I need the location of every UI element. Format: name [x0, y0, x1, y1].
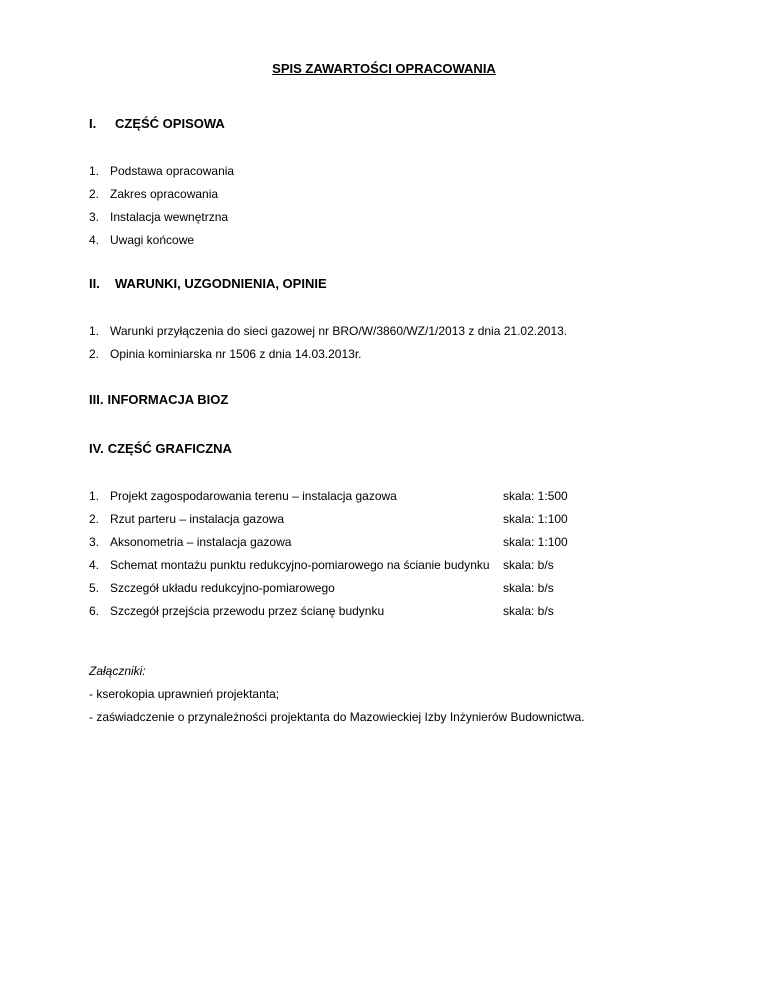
- section-title: WARUNKI, UZGODNIENIA, OPINIE: [115, 276, 327, 291]
- drawing-list-item: 1. Projekt zagospodarowania terenu – instalacja gazowa: [89, 489, 397, 503]
- section-heading-warunki: [89, 276, 327, 291]
- drawing-scale: skala: b/s: [503, 558, 554, 572]
- section-title: CZĘŚĆ OPISOWA: [115, 116, 225, 131]
- drawing-scale: skala: b/s: [503, 604, 554, 618]
- attachment-item: - kserokopia uprawnień projektanta;: [89, 687, 280, 701]
- list-item: 2. Opinia kominiarska nr 1506 z dnia 14.03.2013r.: [89, 347, 362, 361]
- section-number: II.: [89, 276, 100, 291]
- list-item: 3. Instalacja wewnętrzna: [89, 210, 229, 224]
- attachments-label: Załączniki:: [89, 664, 146, 678]
- drawing-list-item: 2. Rzut parteru – instalacja gazowa: [89, 512, 285, 526]
- drawing-list-item: 4. Schemat montażu punktu redukcyjno-pomiarowego na ścianie budynku: [89, 558, 490, 572]
- section-heading-opisowa: [89, 116, 225, 131]
- drawing-scale: skala: 1:100: [503, 512, 568, 526]
- drawing-scale: skala: 1:100: [503, 535, 568, 549]
- section-number: III.: [89, 392, 104, 407]
- section-number: IV.: [89, 441, 104, 456]
- drawing-scale: skala: 1:500: [503, 489, 568, 503]
- drawing-list-item: 3. Aksonometria – instalacja gazowa: [89, 535, 292, 549]
- drawing-list-item: 6. Szczegół przejścia przewodu przez ścianę budynku: [89, 604, 385, 618]
- document-title: SPIS ZAWARTOŚCI OPRACOWANIA: [272, 61, 496, 76]
- drawing-scale: skala: b/s: [503, 581, 554, 595]
- section-title: CZĘŚĆ GRAFICZNA: [107, 441, 232, 456]
- section-number: I.: [89, 116, 97, 131]
- section-heading-bioz: [89, 392, 228, 407]
- section-title: INFORMACJA BIOZ: [107, 392, 229, 407]
- list-item: 2. Zakres opracowania: [89, 187, 219, 201]
- list-item: 1. Warunki przyłączenia do sieci gazowej nr BRO/W/3860/WZ/1/2013 z dnia 21.02.2013.: [89, 324, 568, 338]
- drawing-list-item: 5. Szczegół układu redukcyjno-pomiarowego: [89, 581, 335, 595]
- attachment-item: - zaświadczenie o przynależności projektanta do Mazowieckiej Izby Inżynierów Budownictwa.: [89, 710, 585, 724]
- section-heading-graficzna: [89, 441, 232, 456]
- list-item: 1. Podstawa opracowania: [89, 164, 235, 178]
- list-item: 4. Uwagi końcowe: [89, 233, 195, 247]
